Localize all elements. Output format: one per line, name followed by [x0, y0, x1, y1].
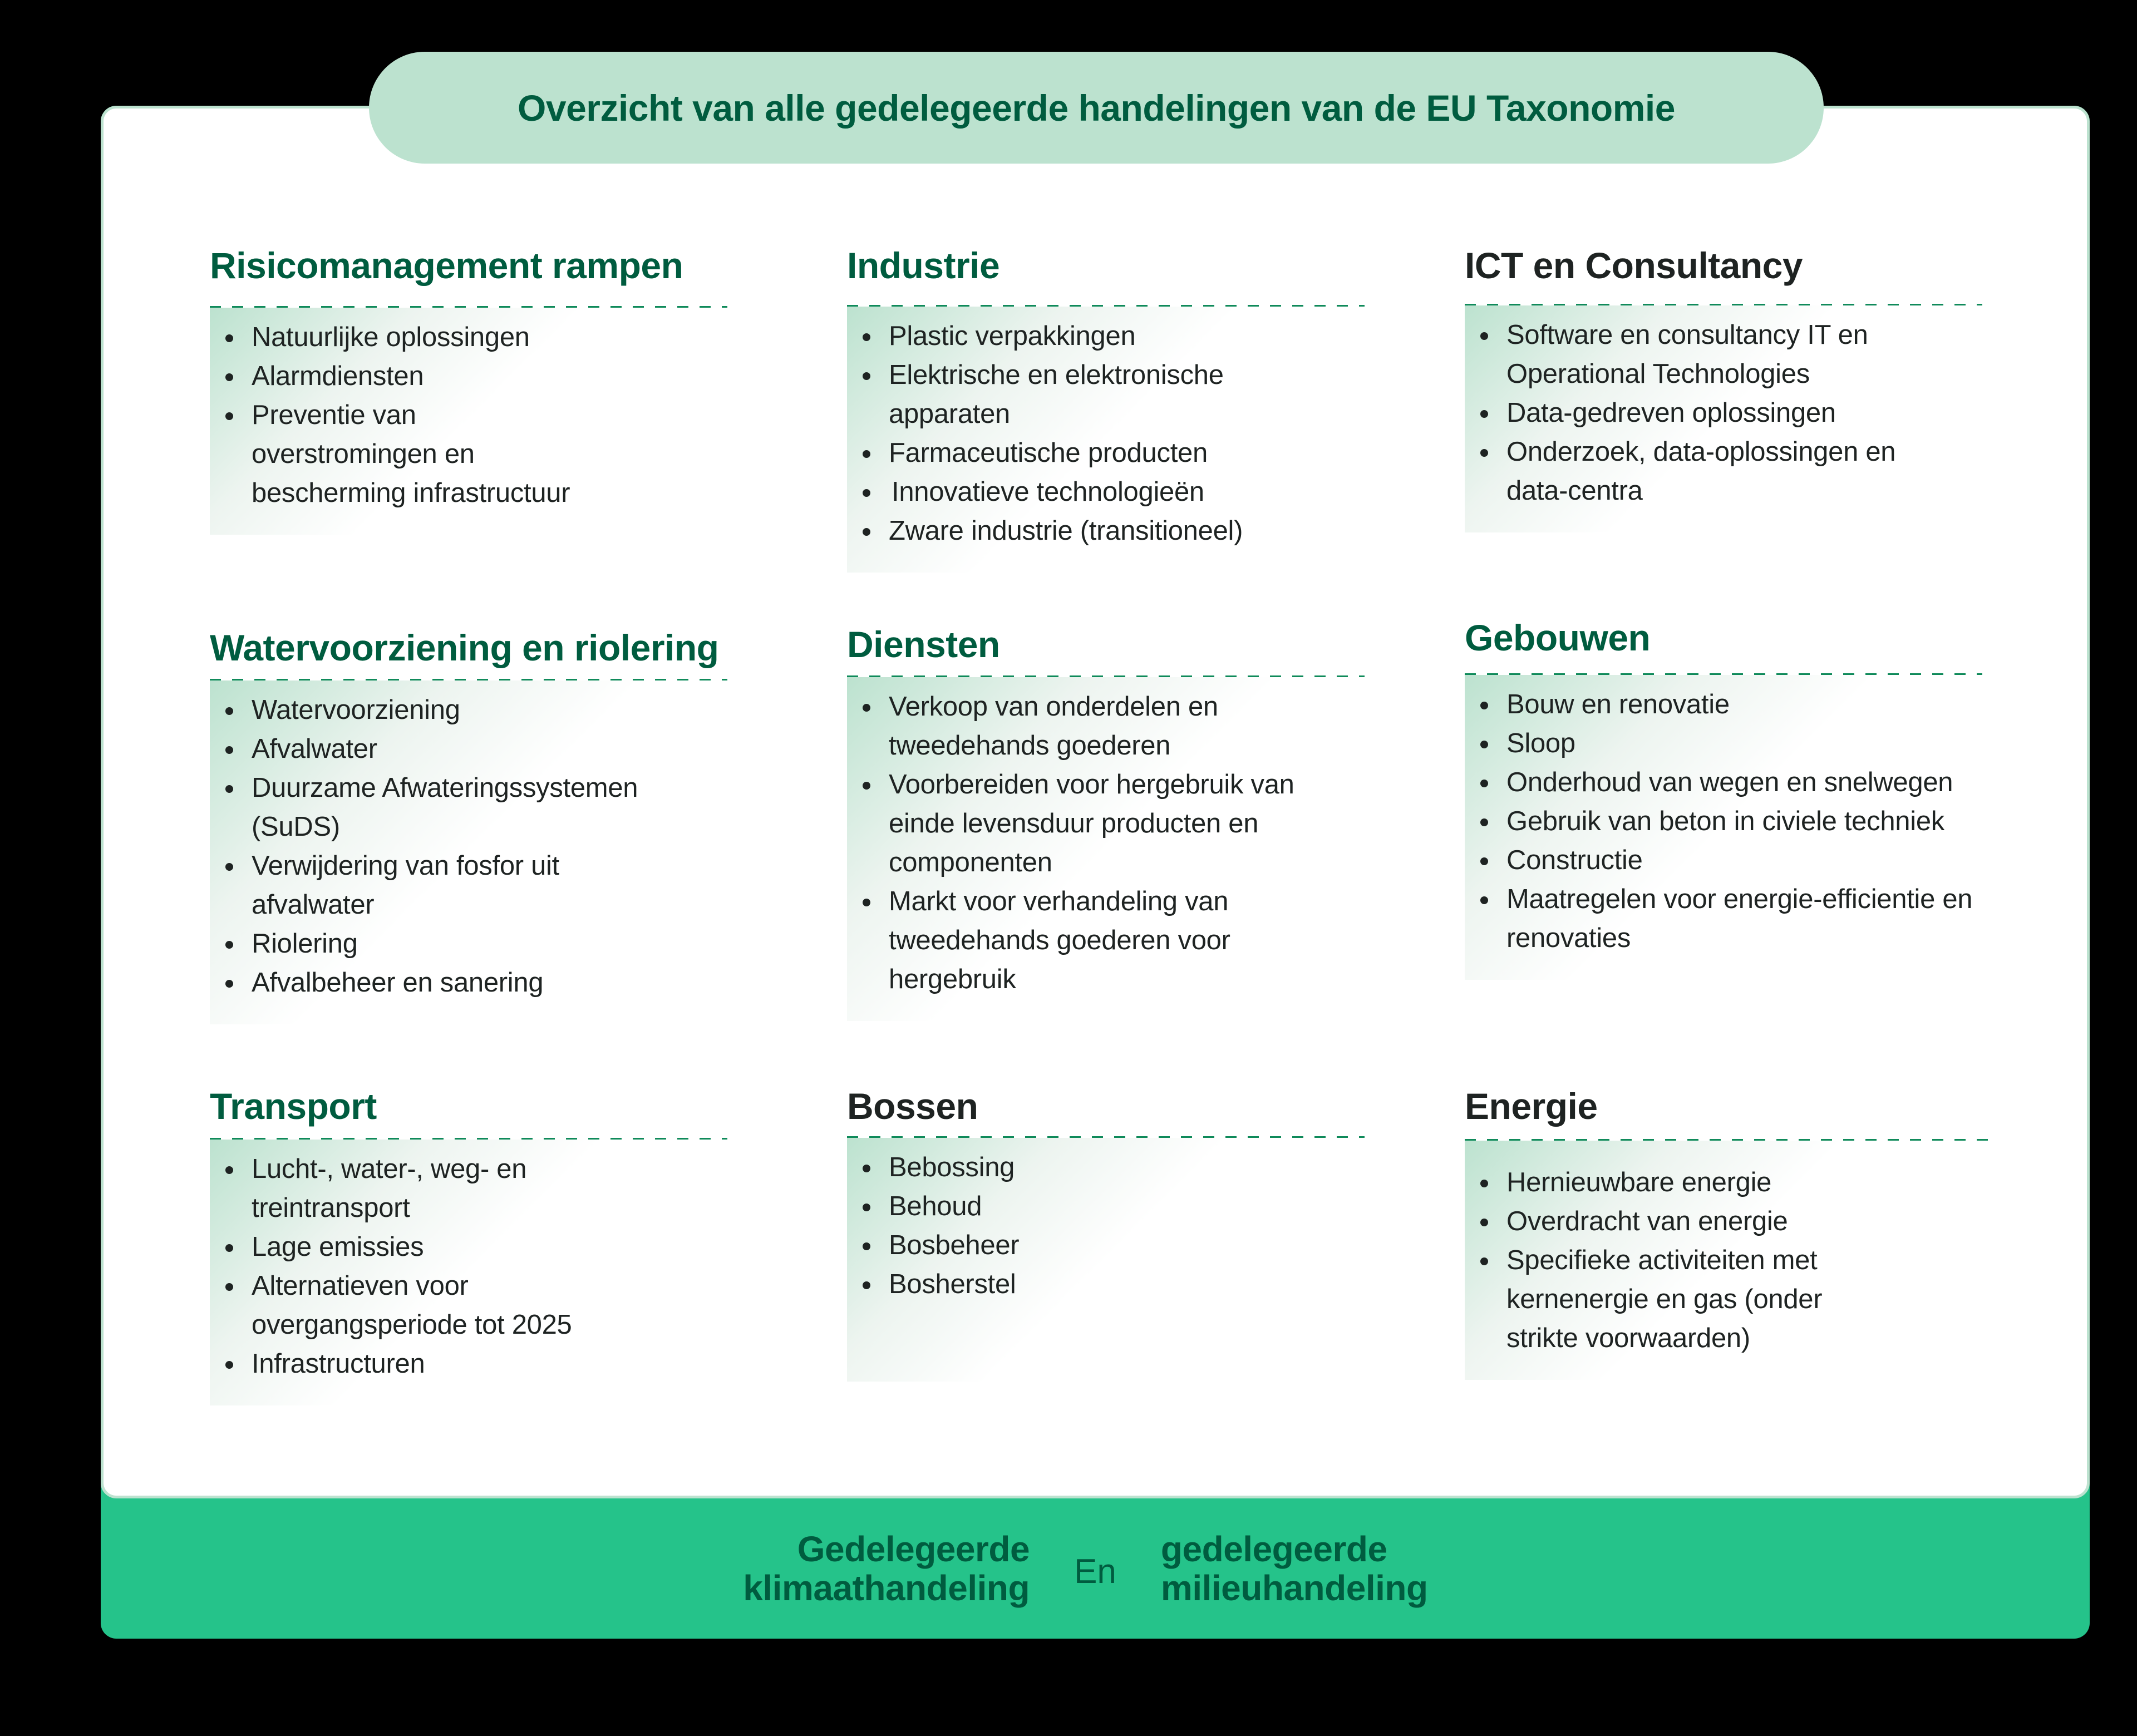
item-list [1465, 1163, 1982, 1358]
section-body [1465, 305, 1982, 532]
footer-environmental-act [1161, 1530, 1584, 1607]
section-heading: Industrie [847, 245, 1000, 286]
title-banner [369, 52, 1824, 164]
section-body [210, 1140, 727, 1405]
section-bossen [847, 1084, 1370, 1382]
list-item: Behoud [847, 1187, 1365, 1226]
list-item: Specifieke activiteiten met kernenergie en gas (onder strikte voorwaarden) [1465, 1241, 1863, 1358]
footer-left-line2: klimaathandeling [743, 1568, 1030, 1608]
section-body [210, 680, 727, 1024]
item-list [1465, 685, 1982, 958]
list-item: Farmaceutische producten [847, 433, 1365, 472]
list-item: Plastic verpakkingen [847, 317, 1365, 356]
list-item: Afvalwater [210, 729, 727, 768]
list-item: Alarmdiensten [210, 357, 727, 396]
list-item: Bosherstel [847, 1265, 1365, 1304]
footer-right-line2: milieuhandeling [1160, 1568, 1428, 1608]
page-title: Overzicht van alle gedelegeerde handelingen van de EU Taxonomie [518, 87, 1675, 129]
list-item: Lage emissies [210, 1227, 727, 1266]
list-item: Constructie [1465, 841, 1982, 880]
list-item: Hernieuwbare energie [1465, 1163, 1982, 1202]
item-list [210, 1150, 727, 1383]
list-item: Natuurlijke oplossingen [210, 318, 727, 357]
section-heading: Energie [1465, 1086, 1598, 1127]
section-heading: ICT en Consultancy [1465, 245, 1803, 286]
list-item: Markt voor verhandeling van tweedehands goederen voor hergebruik [847, 882, 1278, 999]
section-energie [1465, 1084, 1988, 1380]
item-list [847, 687, 1365, 999]
list-item: Zware industrie (transitioneel) [847, 511, 1365, 550]
list-item: Bouw en renovatie [1465, 685, 1982, 724]
section-industrie [847, 243, 1370, 573]
footer-right-line1: gedelegeerde [1160, 1529, 1387, 1569]
section-body [1465, 675, 1982, 980]
item-list [847, 317, 1365, 550]
list-item: Data-gedreven oplossingen [1465, 393, 1982, 432]
section-body [1465, 1141, 1982, 1380]
list-item: Software en consultancy IT en Operational Technologies [1465, 315, 1929, 393]
list-item: Verwijdering van fosfor uit afvalwater [210, 846, 630, 924]
list-item: Alternatieven voor overgangsperiode tot 2025 [210, 1266, 641, 1344]
list-item: Innovatieve technologieën [847, 472, 1365, 511]
list-item: Duurzame Afwateringssystemen (SuDS) [210, 768, 697, 846]
list-item: Riolering [210, 924, 727, 963]
item-list [210, 691, 727, 1002]
list-item: Onderhoud van wegen en snelwegen [1465, 763, 1982, 802]
list-item: Elektrische en elektronische apparaten [847, 356, 1278, 433]
list-item: Maatregelen voor energie-efficientie en renovaties [1465, 880, 2007, 958]
section-body [210, 308, 727, 535]
list-item: Voorbereiden voor hergebruik van einde levensduur producten en componenten [847, 765, 1351, 882]
section-body [847, 1138, 1365, 1382]
item-list [1465, 315, 1982, 510]
section-ict-consultancy [1465, 243, 1988, 532]
list-item: Verkoop van onderdelen en tweedehands goederen [847, 687, 1289, 765]
list-item: Infrastructuren [210, 1344, 727, 1383]
section-body [847, 677, 1365, 1021]
list-item: Sloop [1465, 724, 1982, 763]
section-diensten [847, 622, 1370, 1021]
footer-banner [101, 1498, 2090, 1639]
section-heading: Diensten [847, 624, 1000, 665]
section-gebouwen [1465, 615, 1988, 980]
section-heading: Transport [210, 1086, 377, 1127]
section-transport [210, 1084, 733, 1405]
section-heading: Gebouwen [1465, 617, 1651, 658]
list-item: Onderzoek, data-oplossingen en data-centra [1465, 432, 1963, 510]
list-item: Preventie van overstromingen en bescherming infrastructuur [210, 396, 597, 512]
section-heading: Bossen [847, 1086, 978, 1127]
list-item: Gebruik van beton in civiele techniek [1465, 802, 1982, 841]
footer-left-line1: Gedelegeerde [797, 1529, 1030, 1569]
list-item: Overdracht van energie [1465, 1202, 1982, 1241]
section-risicomanagement [210, 243, 733, 535]
footer-climate-act [607, 1530, 1030, 1607]
list-item: Watervoorziening [210, 691, 727, 729]
item-list [847, 1148, 1365, 1304]
footer-connector: En [1074, 1552, 1116, 1591]
section-heading: Risicomanagement rampen [210, 245, 683, 286]
list-item: Bosbeheer [847, 1226, 1365, 1265]
list-item: Afvalbeheer en sanering [210, 963, 727, 1002]
section-heading: Watervoorziening en riolering [210, 627, 719, 668]
list-item: Bebossing [847, 1148, 1365, 1187]
item-list [210, 318, 727, 512]
section-watervoorziening [210, 625, 733, 1024]
section-body [847, 307, 1365, 573]
list-item: Lucht-, water-, weg- en treintransport [210, 1150, 597, 1227]
